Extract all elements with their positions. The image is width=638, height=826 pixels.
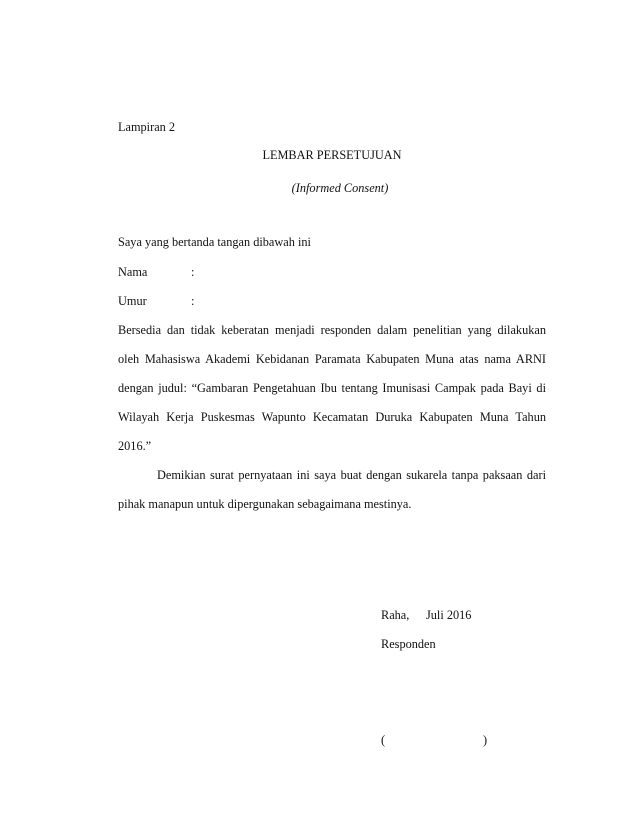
paragraph1-line-5: 2016.” <box>118 439 152 453</box>
signature-date: Juli 2016 <box>426 608 472 622</box>
document-subtitle: (Informed Consent) <box>291 181 389 195</box>
paragraph2-line-2: pihak manapun untuk dipergunakan sebagaimana mestinya. <box>118 497 412 511</box>
name-field-label: Nama <box>118 265 148 279</box>
paragraph2-line-1: Demikian surat pernyataan ini saya buat dengan sukarela tanpa paksaan dari <box>157 468 546 482</box>
name-field-colon: : <box>191 265 195 279</box>
signature-role: Responden <box>381 637 436 651</box>
paragraph1-line-3: dengan judul: “Gambaran Pengetahuan Ibu tentang Imunisasi Campak pada Bayi di <box>118 381 546 395</box>
paragraph1-line-2: oleh Mahasiswa Akademi Kebidanan Paramata Kabupaten Muna atas nama ARNI <box>118 352 546 366</box>
paragraph1-line-1: Bersedia dan tidak keberatan menjadi responden dalam penelitian yang dilakukan <box>118 323 546 337</box>
signature-place: Raha, <box>381 608 410 622</box>
signature-close-paren: ) <box>483 733 488 747</box>
appendix-label: Lampiran 2 <box>118 120 176 134</box>
document-title: LEMBAR PERSETUJUAN <box>262 148 402 162</box>
signature-open-paren: ( <box>381 733 386 747</box>
paragraph1-line-4: Wilayah Kerja Puskesmas Wapunto Kecamatan Duruka Kabupaten Muna Tahun <box>118 410 546 424</box>
age-field-label: Umur <box>118 294 147 308</box>
age-field-colon: : <box>191 294 195 308</box>
intro-line: Saya yang bertanda tangan dibawah ini <box>118 235 311 249</box>
